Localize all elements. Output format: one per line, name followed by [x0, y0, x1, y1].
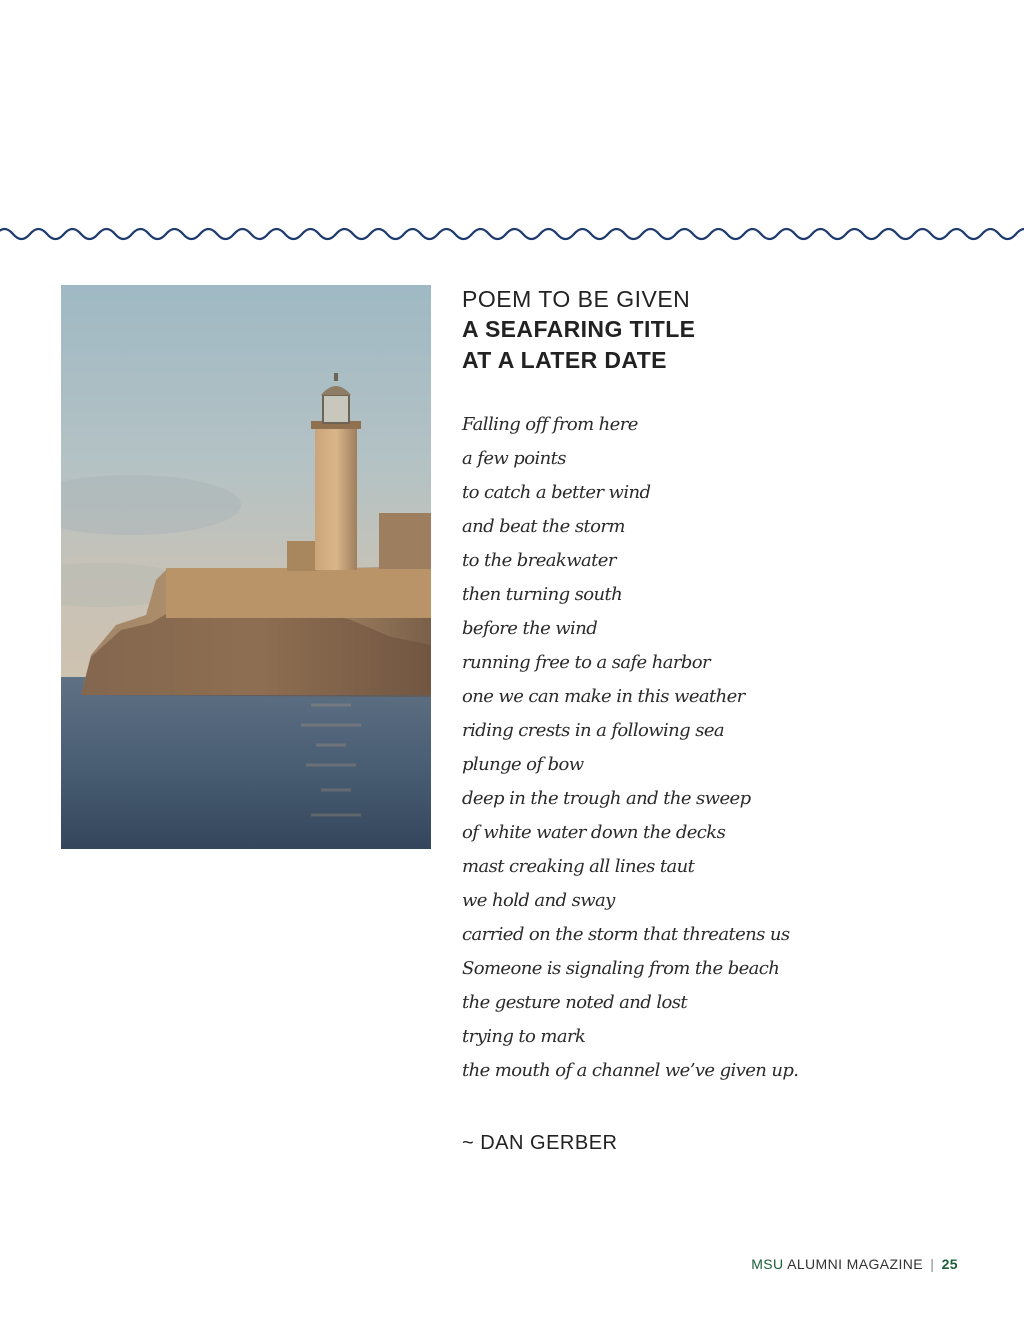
poem-line: before the wind — [462, 618, 598, 639]
poem-line: carried on the storm that threatens us — [462, 924, 790, 945]
poem-line: to the breakwater — [462, 550, 616, 571]
lighthouse-photo — [61, 285, 431, 849]
poem-line: plunge of bow — [462, 754, 584, 775]
poem-verses — [462, 408, 962, 1088]
page-footer — [751, 1256, 958, 1272]
poem-line: the mouth of a channel we’ve given up. — [462, 1060, 799, 1081]
page-number: 25 — [941, 1256, 958, 1272]
poem-line: Someone is signaling from the beach — [462, 958, 780, 979]
footer-separator: | — [930, 1256, 935, 1272]
poem-title-line-1: POEM TO BE GIVEN — [462, 286, 691, 312]
footer-publication: ALUMNI MAGAZINE — [787, 1256, 923, 1272]
poem-line: riding crests in a following sea — [462, 720, 725, 741]
wave-divider — [0, 224, 1024, 244]
poem-line: one we can make in this weather — [462, 686, 745, 707]
poem-line: to catch a better wind — [462, 482, 651, 503]
poem-line: we hold and sway — [462, 890, 615, 911]
poem-line: the gesture noted and lost — [462, 992, 688, 1013]
footer-brand: MSU — [751, 1256, 784, 1272]
poem-title-line-2: A SEAFARING TITLE — [462, 316, 696, 342]
poem-line: deep in the trough and the sweep — [462, 788, 751, 809]
poem-line: and beat the storm — [462, 516, 625, 537]
poem — [462, 284, 962, 1088]
poem-line: a few points — [462, 448, 566, 469]
poem-author: ~ DAN GERBER — [462, 1132, 618, 1154]
poem-line: trying to mark — [462, 1026, 586, 1047]
poem-line: then turning south — [462, 584, 623, 605]
poem-line: mast creaking all lines taut — [462, 856, 695, 877]
poem-line: of white water down the decks — [462, 822, 726, 843]
poem-title-line-3: AT A LATER DATE — [462, 347, 667, 373]
poem-line: running free to a safe harbor — [462, 652, 711, 673]
poem-line: Falling off from here — [462, 414, 638, 435]
